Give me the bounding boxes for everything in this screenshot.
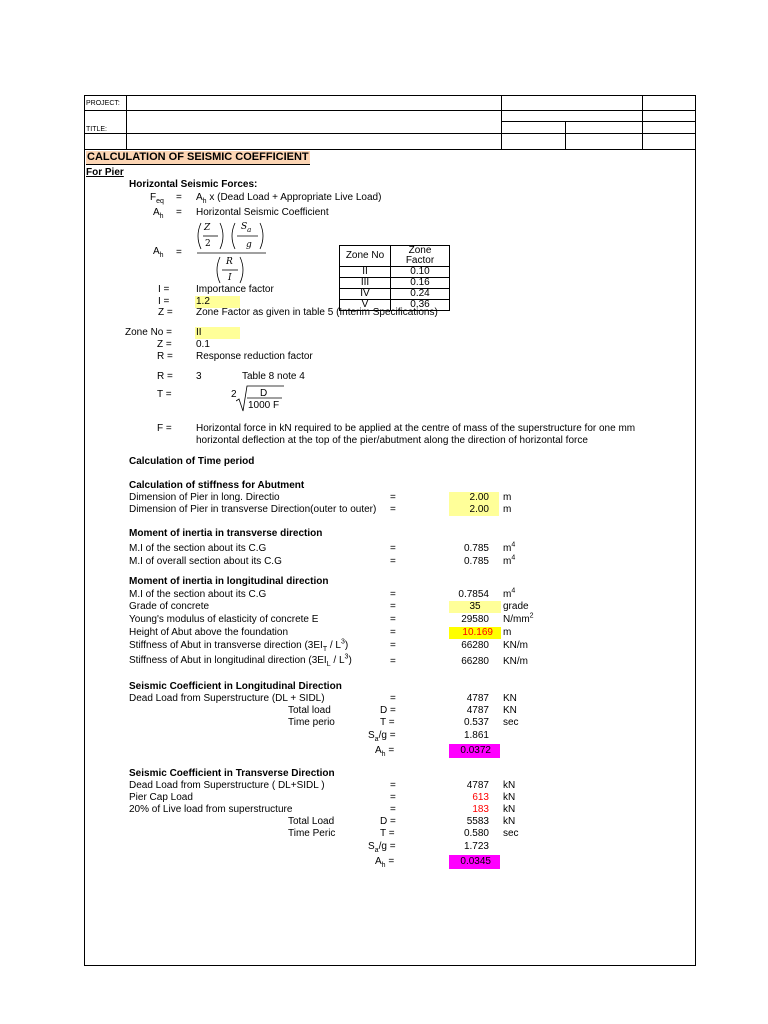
row-eq: = xyxy=(390,589,396,600)
r-note: Table 8 note 4 xyxy=(242,371,305,382)
row-unit: kN xyxy=(503,780,516,791)
row-unit: kN xyxy=(503,792,516,803)
row-value: 0.537 xyxy=(463,717,489,728)
formula-r: R xyxy=(226,257,233,267)
row-value: 0.580 xyxy=(463,828,489,839)
for-pier-heading: For Pier xyxy=(86,167,124,178)
z-def-text: Zone Factor as given in table 5 (Interim Specifications) xyxy=(196,307,438,318)
row-label: M.I of the section about its C.G xyxy=(129,589,267,600)
row-value: 1.723 xyxy=(463,841,489,852)
row-unit: KN/m xyxy=(503,640,528,651)
row-value: 4787 xyxy=(466,780,489,791)
row-unit: sec xyxy=(503,717,519,728)
time-period-title: Calculation of Time period xyxy=(129,456,255,467)
time-period-symbol: T = xyxy=(380,828,395,839)
live-load-label: 20% of Live load from superstructure xyxy=(129,804,293,815)
feq-eq: = xyxy=(176,192,182,203)
row-unit: $N/mm^2$ xyxy=(503,612,534,625)
ah-long-symbol: $A_h$ = xyxy=(375,745,395,758)
formula-z: Z xyxy=(204,223,211,233)
z-val-label: Z = xyxy=(157,339,172,350)
zone-no-value: II xyxy=(195,327,240,339)
sag-symbol: $S_a/g$ = xyxy=(368,730,396,743)
total-load-symbol: D = xyxy=(380,705,396,716)
table-cell: 0.36 xyxy=(391,300,450,311)
stiffness-title: Calculation of stiffness for Abutment xyxy=(129,480,305,491)
row-unit: KN/m xyxy=(503,656,528,667)
table-cell: III xyxy=(340,278,391,289)
formula-sa: $S_a$ xyxy=(241,222,252,234)
r-value: 3 xyxy=(196,371,202,382)
ah-long-value: 0.0372 xyxy=(449,744,500,758)
table-cell: 0.10 xyxy=(391,267,450,278)
moi-trans-title: Moment of inertia in transverse direction xyxy=(129,528,323,539)
f-def-label: F = xyxy=(157,423,172,434)
row-unit: KN xyxy=(503,693,517,704)
row-unit: kN xyxy=(503,804,516,815)
row-value: 613 xyxy=(472,792,489,803)
title-label: TITLE: xyxy=(86,126,108,133)
ah-symbol: $A_h$ xyxy=(153,207,164,220)
row-unit: $m^4$ xyxy=(503,554,516,567)
row-eq: = xyxy=(390,492,396,503)
t-denominator: 1000 F xyxy=(248,400,280,411)
header-divider xyxy=(642,95,643,149)
row-eq: = xyxy=(390,804,396,815)
table-cell: IV xyxy=(340,289,391,300)
row-value: 2.00 xyxy=(449,504,499,516)
row-label: Young's modulus of elasticity of concrete E xyxy=(129,614,319,625)
header-line xyxy=(84,110,696,111)
z-value: 0.1 xyxy=(196,339,210,350)
row-unit: KN xyxy=(503,705,517,716)
header-line xyxy=(84,133,696,134)
table-cell: II xyxy=(340,267,391,278)
row-eq: = xyxy=(390,693,396,704)
ah-definition: Horizontal Seismic Coefficient xyxy=(196,207,329,218)
row-value: 66280 xyxy=(461,640,489,651)
row-value: 4787 xyxy=(466,693,489,704)
row-value: 0.7854 xyxy=(458,589,489,600)
table-cell: 0.16 xyxy=(391,278,450,289)
row-eq: = xyxy=(390,640,396,651)
header-divider xyxy=(501,95,502,149)
row-eq: = xyxy=(390,504,396,515)
row-unit: m xyxy=(503,504,512,515)
row-value: 1.861 xyxy=(463,730,489,741)
pier-cap-label: Pier Cap Load xyxy=(129,792,193,803)
formula-g: g xyxy=(246,240,252,250)
time-period-symbol: T = xyxy=(380,717,395,728)
row-unit: m xyxy=(503,627,512,638)
ah-formula-eq: = xyxy=(176,247,182,258)
time-period-label: Time perio xyxy=(288,717,335,728)
i-value: 1.2 xyxy=(195,296,240,308)
dead-load-label: Dead Load from Superstructure (DL + SIDL) xyxy=(129,693,325,704)
t-two: 2 xyxy=(231,389,237,400)
row-label: Stiffness of Abut in longitudinal direction $(3EI_L / L^3)$ xyxy=(129,653,352,668)
header-divider xyxy=(565,121,566,149)
row-label: M.I of the section about its C.G xyxy=(129,543,267,554)
project-label: PROJECT: xyxy=(86,100,120,107)
table-cell: 0.24 xyxy=(391,289,450,300)
row-value: 35 xyxy=(449,601,501,613)
table-cell: V xyxy=(340,300,391,311)
ah-formula-symbol: $A_h$ xyxy=(153,246,164,259)
row-value: 66280 xyxy=(461,656,489,667)
row-value: 10.169 xyxy=(449,627,501,639)
row-eq: = xyxy=(390,780,396,791)
f-def-line2: horizontal deflection at the top of the pier/abutment along the direction of horizontal force xyxy=(196,435,588,446)
table-header: Zone Factor xyxy=(391,246,450,267)
row-value: 2.00 xyxy=(449,492,499,504)
moi-long-title: Moment of inertia in longitudinal direction xyxy=(129,576,329,587)
ah-trans-symbol: $A_h$ = xyxy=(375,856,395,869)
r-def-text: Response reduction factor xyxy=(196,351,313,362)
zone-factor-table xyxy=(339,245,450,311)
horizontal-forces-heading: Horizontal Seismic Forces: xyxy=(129,179,258,190)
row-value: 183 xyxy=(472,804,489,815)
table-header: Zone No xyxy=(340,246,391,267)
row-unit: grade xyxy=(503,601,529,612)
row-eq: = xyxy=(390,543,396,554)
f-def-line1: Horizontal force in kN required to be applied at the centre of mass of the superstructure for one mm xyxy=(196,423,636,434)
sheet-title: CALCULATION OF SEISMIC COEFFICIENT xyxy=(87,151,309,163)
row-label: Grade of concrete xyxy=(129,601,210,612)
t-def-label: T = xyxy=(157,389,172,400)
t-numerator: D xyxy=(260,388,268,399)
row-label: Dimension of Pier in transverse Direction(outer to outer) xyxy=(129,504,377,515)
formula-i: I xyxy=(228,273,232,283)
row-eq: = xyxy=(390,556,396,567)
row-value: 0.785 xyxy=(463,543,489,554)
row-label: Dimension of Pier in long. Directio xyxy=(129,492,280,503)
total-load-symbol: D = xyxy=(380,816,396,827)
row-unit: m xyxy=(503,492,512,503)
row-value: 4787 xyxy=(466,705,489,716)
row-value: 29580 xyxy=(461,614,489,625)
row-eq: = xyxy=(390,614,396,625)
row-value: 5583 xyxy=(466,816,489,827)
row-unit: $m^4$ xyxy=(503,587,516,600)
row-label: Height of Abut above the foundation xyxy=(129,627,289,638)
ah-trans-value: 0.0345 xyxy=(449,855,500,869)
feq-symbol: $F_{eq}$ xyxy=(150,192,164,205)
header-line xyxy=(501,121,696,122)
row-value: 0.785 xyxy=(463,556,489,567)
formula-two: 2 xyxy=(205,239,211,249)
total-load-label: Total load xyxy=(288,705,331,716)
row-label: Stiffness of Abut in transverse direction $(3EI_T / L^3)$ xyxy=(129,638,349,653)
row-unit: $m^4$ xyxy=(503,541,516,554)
row-eq: = xyxy=(390,656,396,667)
sag-symbol: $S_a/g$ = xyxy=(368,841,396,854)
header-line xyxy=(84,149,696,150)
header-divider xyxy=(126,95,127,149)
time-period-label: Time Peric xyxy=(288,828,336,839)
i-def-label: I = xyxy=(158,284,170,295)
seismic-long-title: Seismic Coefficient in Longitudinal Direction xyxy=(129,681,342,692)
r-def-label: R = xyxy=(157,351,173,362)
dead-load-label: Dead Load from Superstructure ( DL+SIDL ) xyxy=(129,780,325,791)
feq-expression: $A_h$ x (Dead Load + Appropriate Live Load) xyxy=(196,192,382,205)
z-def-label: Z = xyxy=(158,307,173,318)
zone-no-label: Zone No = xyxy=(125,327,172,338)
row-label: M.I of overall section about its C.G xyxy=(129,556,282,567)
row-eq: = xyxy=(390,601,396,612)
seismic-trans-title: Seismic Coefficient in Transverse Direction xyxy=(129,768,335,779)
i-def-text: Importance factor xyxy=(196,284,274,295)
ah-eq: = xyxy=(176,207,182,218)
row-eq: = xyxy=(390,627,396,638)
i-val-label: I = xyxy=(158,296,170,307)
row-unit: sec xyxy=(503,828,519,839)
row-unit: kN xyxy=(503,816,516,827)
row-eq: = xyxy=(390,792,396,803)
r-val-label: R = xyxy=(157,371,173,382)
total-load-label: Total Load xyxy=(288,816,335,827)
